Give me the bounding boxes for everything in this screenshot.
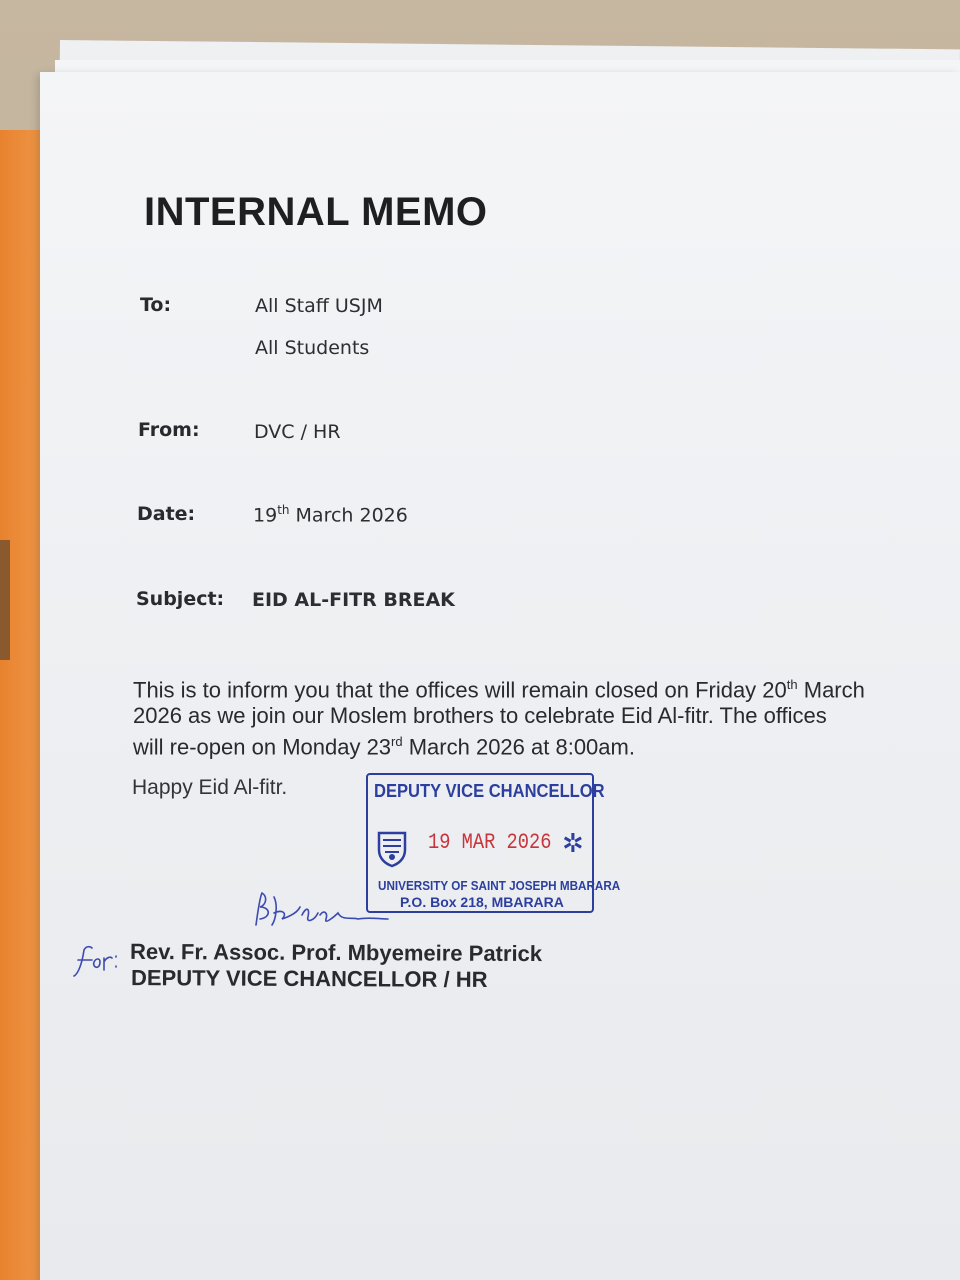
body-line: 2026 as we join our Moslem brothers to celebrate Eid Al-fitr. The offices xyxy=(133,703,827,729)
from-value: DVC / HR xyxy=(254,421,341,443)
to-label: To: xyxy=(140,294,172,316)
handwritten-for-note xyxy=(66,940,120,982)
subject-label: Subject: xyxy=(136,588,225,610)
date-value: 19th March 2026 xyxy=(253,503,408,527)
closing-greeting: Happy Eid Al-fitr. xyxy=(132,776,288,799)
stamp-date: 19 MAR 2026 xyxy=(428,830,552,855)
folder-edge xyxy=(0,540,10,660)
subject-value: EID AL-FITR BREAK xyxy=(252,589,455,611)
memo-body xyxy=(133,672,923,761)
asterisk-icon: ✲ xyxy=(562,828,584,858)
stamp-title: DEPUTY VICE CHANCELLOR xyxy=(374,781,605,801)
to-value-2: All Students xyxy=(255,337,370,359)
body-line: This is to inform you that the offices will remain closed on Friday 20th March xyxy=(133,677,865,703)
handwritten-signature xyxy=(248,885,398,935)
from-label: From: xyxy=(138,419,200,441)
body-line: will re-open on Monday 23rd March 2026 at 8:00am. xyxy=(133,734,635,760)
memo-title: INTERNAL MEMO xyxy=(144,190,488,234)
signatory-name: Rev. Fr. Assoc. Prof. Mbyemeire Patrick xyxy=(129,938,543,967)
date-label: Date: xyxy=(137,503,196,525)
signatory-role: DEPUTY VICE CHANCELLOR / HR xyxy=(130,965,488,992)
stamp-address: P.O. Box 218, MBARARA xyxy=(400,894,564,910)
stamp-institution: UNIVERSITY OF SAINT JOSEPH MBARARA xyxy=(378,878,621,893)
office-stamp xyxy=(366,773,621,913)
university-crest-icon xyxy=(376,830,408,868)
to-value-1: All Staff USJM xyxy=(255,295,383,317)
